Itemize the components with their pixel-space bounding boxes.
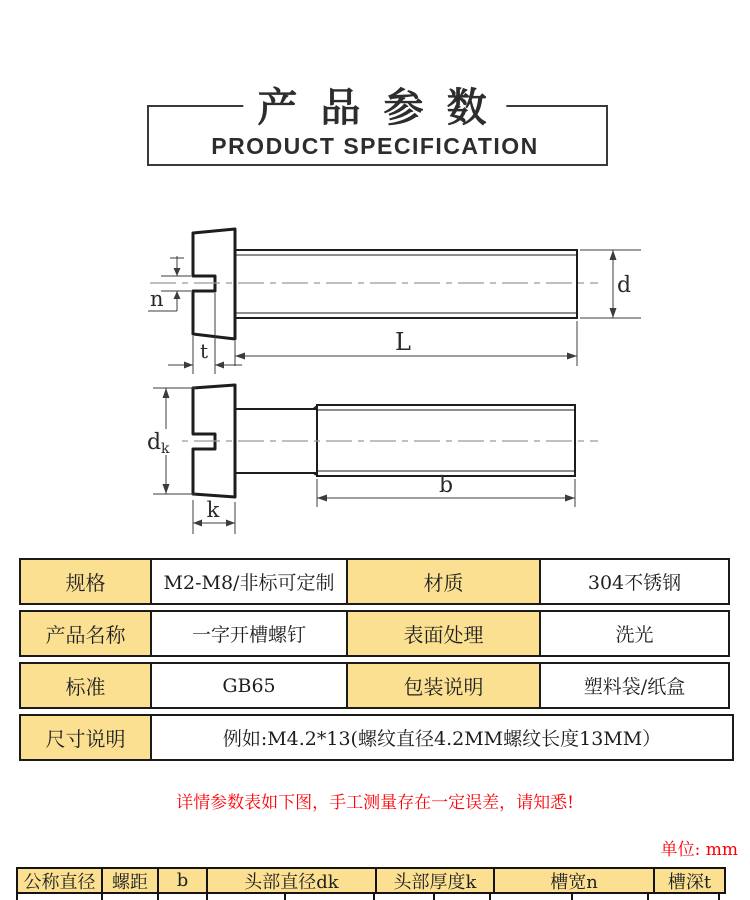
dimension-label-dk-sub: k (161, 441, 170, 457)
spec-table (19, 558, 734, 766)
dim-header-cell: 槽深t (653, 867, 726, 894)
dimension-label-d: d (617, 273, 632, 298)
dimension-label-b: b (438, 473, 454, 498)
spec-value-cell: 塑料袋/纸盒 (539, 662, 730, 709)
spec-label-cell: 包装说明 (346, 662, 541, 709)
dim-sub-cell (489, 892, 573, 900)
dim-sub-cell (16, 892, 103, 900)
dim-header-cell: 头部直径dk (206, 867, 377, 894)
spec-value-cell: 一字开槽螺钉 (150, 610, 348, 657)
dimension-label-L: L (395, 328, 411, 356)
spec-row (19, 558, 734, 605)
spec-value-cell: GB65 (150, 662, 348, 709)
dimension-label-dk-main: d (147, 430, 162, 455)
dimension-table-subrow (16, 892, 726, 900)
dimension-label-k: k (206, 498, 220, 522)
dim-sub-cell (647, 892, 720, 900)
dimension-label-n: n (150, 287, 164, 311)
dimension-table (16, 867, 726, 900)
dim-sub-cell (433, 892, 491, 900)
spec-label-cell: 规格 (19, 558, 152, 605)
unit-label: 单位: mm (660, 840, 738, 860)
screw-drawing-top (148, 229, 641, 374)
dim-sub-cell (571, 892, 649, 900)
spec-label-cell: 尺寸说明 (19, 714, 152, 761)
spec-row (19, 610, 734, 657)
dim-header-cell: 槽宽n (493, 867, 655, 894)
spec-label-cell: 标准 (19, 662, 152, 709)
spec-value-cell: 洗光 (539, 610, 730, 657)
spec-size-row (19, 714, 734, 761)
spec-label-cell: 表面处理 (346, 610, 541, 657)
spec-value-cell: 304不锈钢 (539, 558, 730, 605)
spec-row (19, 662, 734, 709)
dimension-label-t: t (199, 339, 209, 363)
measurement-note: 详情参数表如下图，手工测量存在一定误差，请知悉! (176, 793, 574, 813)
dim-sub-cell (157, 892, 208, 900)
dim-header-cell: b (157, 867, 208, 894)
dim-sub-cell (284, 892, 375, 900)
dim-sub-cell (206, 892, 286, 900)
dim-header-cell: 螺距 (101, 867, 159, 894)
dim-header-cell: 头部厚度k (375, 867, 495, 894)
dim-sub-cell (373, 892, 435, 900)
dimension-table-header-row (16, 867, 726, 894)
spec-value-cell: M2-M8/非标可定制 (150, 558, 348, 605)
spec-size-value-cell: 例如:M4.2*13(螺纹直径4.2MM螺纹长度13MM） (150, 714, 734, 761)
spec-label-cell: 产品名称 (19, 610, 152, 657)
spec-label-cell: 材质 (346, 558, 541, 605)
page-title: 产 品 参 数 (243, 76, 506, 133)
page-subtitle: PRODUCT SPECIFICATION (211, 133, 539, 159)
dim-header-cell: 公称直径 (16, 867, 103, 894)
screw-drawing-bottom (144, 385, 598, 534)
dim-sub-cell (101, 892, 159, 900)
